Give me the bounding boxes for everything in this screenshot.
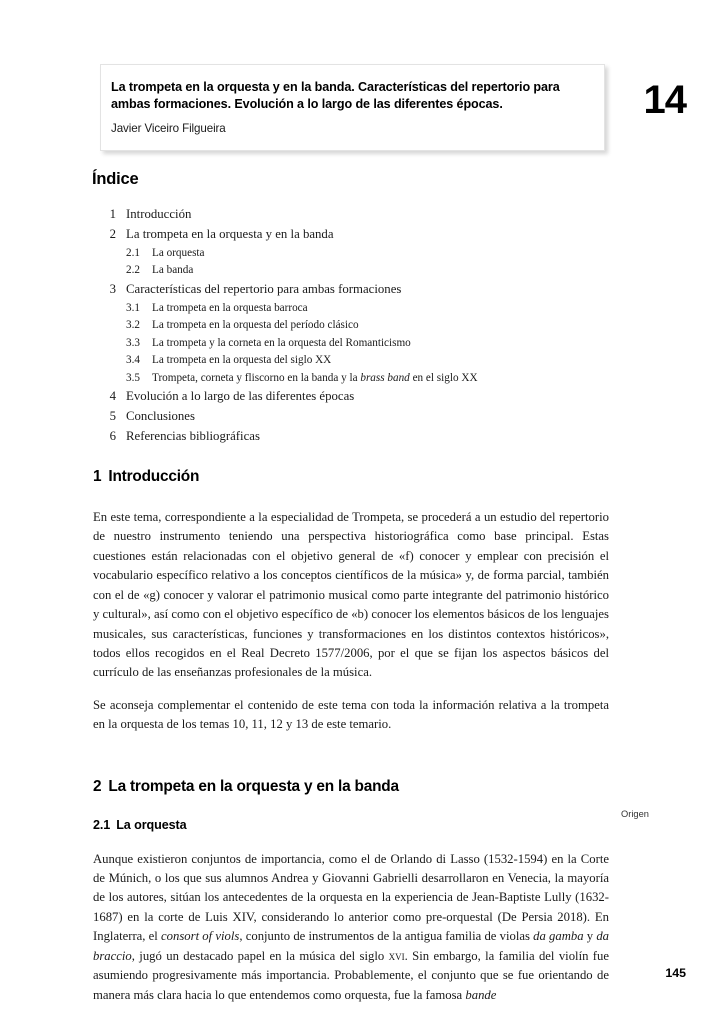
toc-item[interactable]	[92, 280, 612, 300]
chapter-author: Javier Viceiro Filgueira	[111, 122, 226, 135]
toc-item-label: La orquesta	[152, 246, 205, 259]
section-heading-1	[93, 468, 609, 486]
table-of-contents	[92, 205, 612, 447]
toc-item-label-italic: brass band	[360, 371, 410, 384]
toc-item-label: La trompeta en la orquesta del siglo XX	[152, 354, 332, 367]
subsection-heading-2-1	[93, 818, 609, 832]
toc-item-number: 5	[109, 409, 116, 424]
toc-item[interactable]	[92, 352, 612, 369]
chapter-number: 14	[643, 78, 686, 122]
chapter-title: La trompeta en la orquesta y en la banda. Características del repertorio para ambas formaciones. Evolución a lo largo de las diferentes épocas.	[111, 80, 560, 111]
section-spacer	[93, 748, 609, 778]
toc-item-label: Trompeta, corneta y fliscorno en la banda y la brass band en el siglo XX	[152, 371, 478, 384]
toc-item-number: 3.4	[126, 354, 140, 367]
body-content	[93, 468, 609, 1005]
paragraph-orquesta-1: Aunque existieron conjuntos de importancia, como el de Orlando di Lasso (1532-1594) en la Corte de Múnich, o los que sus alumnos Andrea y Giovanni Gabrielli desarrollaron en Venecia, la mayoría de los autores, sitúan los antecedentes de la orquesta en la experiencia de Jean-Baptiste Lully (1632-1687) en la corte de Luis XIV, considerando lo anterior como pre-orquestal (De Persia 2018). En Inglaterra, el consort of viols, conjunto de instrumentos de la antigua familia de violas da gamba y da braccio, jugó un destacado papel en la música del siglo xvi. Sin embargo, la familia del violín fue asumiendo progresivamente más importancia. Probablemente, el conjunto que se fue orientando de manera más clara hacia lo que entendemos como orquesta, fue la famosa bande	[93, 851, 610, 1002]
subsection-title-2-1: La orquesta	[116, 817, 187, 832]
toc-item-number: 6	[109, 429, 116, 444]
toc-item-number: 3.5	[126, 371, 140, 384]
toc-item-label: La trompeta en la orquesta y en la banda	[126, 226, 334, 241]
toc-item-number: 3	[109, 281, 116, 296]
toc-item-label: La trompeta en la orquesta barroca	[152, 301, 308, 314]
italic-consort-of-viols: consort of viols	[161, 929, 240, 944]
margin-note-origen: Origen	[621, 809, 649, 819]
toc-item-label: Características del repertorio para ambas formaciones	[126, 281, 402, 296]
toc-item-number: 4	[109, 389, 116, 404]
section-title-1: Introducción	[108, 468, 200, 485]
toc-item-label: Referencias bibliográficas	[126, 429, 260, 444]
toc-item[interactable]	[92, 205, 612, 225]
toc-item-number: 2.1	[126, 246, 140, 259]
smallcaps-century-xvi: xvi	[388, 948, 405, 963]
toc-item-label: La trompeta y la corneta en la orquesta del Romanticismo	[152, 336, 411, 349]
toc-item[interactable]	[92, 407, 612, 427]
toc-item-label: La trompeta en la orquesta del período clásico	[152, 319, 359, 332]
paragraph-intro-1: En este tema, correspondiente a la especialidad de Trompeta, se procederá a un estudio del repertorio de nuestro instrumento teniendo una perspectiva historiográfica como base principal. Estas cuestiones están relacionadas con el objetivo general de «f) conocer y emplear con precisión el vocabulario específico relativo a los conceptos científicos de la música» y, de forma parcial, también con el de «g) conocer y valorar el patrimonio musical como parte integrante del patrimonio histórico y cultural», así como con el objetivo específico de «b) conocer los elementos básicos de los lenguajes musicales, sus características, funciones y transformaciones en los distintos contextos históricos», todos ellos recogidos en el Real Decreto 1577/2006, por el que se fijan los aspectos básicos del currículo de las enseñanzas profesionales de la música.	[93, 510, 609, 680]
italic-da-gamba: da gamba	[533, 929, 584, 944]
section-heading-2	[93, 778, 609, 796]
toc-item[interactable]	[92, 300, 612, 317]
paragraph-intro-2: Se aconseja complementar el contenido de este tema con toda la información relativa a la trompeta en la orquesta de los temas 10, 11, 12 y 13 de este temario.	[93, 697, 609, 732]
toc-item-number: 3.3	[126, 336, 140, 349]
toc-item[interactable]	[92, 427, 612, 447]
toc-item-label: Introducción	[126, 207, 192, 221]
toc-item[interactable]	[92, 370, 612, 387]
section-number-1: 1	[93, 468, 102, 485]
toc-item[interactable]	[92, 225, 612, 245]
italic-bande: bande	[465, 987, 497, 1002]
toc-item-label: La banda	[152, 264, 194, 277]
toc-item-number: 1	[109, 207, 116, 221]
chapter-header-box	[100, 64, 605, 151]
toc-item[interactable]	[92, 262, 612, 279]
section-title-2: La trompeta en la orquesta y en la banda	[108, 777, 399, 795]
page-number: 145	[665, 966, 686, 980]
toc-item-label: Evolución a lo largo de las diferentes épocas	[126, 389, 355, 404]
toc-item-number: 2.2	[126, 264, 140, 277]
index-heading: Índice	[92, 170, 139, 188]
toc-item[interactable]	[92, 387, 612, 407]
subsection-number-2-1: 2.1	[93, 817, 111, 832]
section-number-2: 2	[93, 777, 102, 795]
toc-item-number: 3.2	[126, 319, 140, 332]
italic-da-braccio: da braccio	[93, 929, 609, 963]
toc-item[interactable]	[92, 245, 612, 262]
toc-item-label: Conclusiones	[126, 409, 195, 424]
toc-item[interactable]	[92, 335, 612, 352]
toc-item-number: 3.1	[126, 301, 140, 314]
toc-item-number: 2	[109, 226, 116, 241]
toc-item[interactable]	[92, 317, 612, 334]
